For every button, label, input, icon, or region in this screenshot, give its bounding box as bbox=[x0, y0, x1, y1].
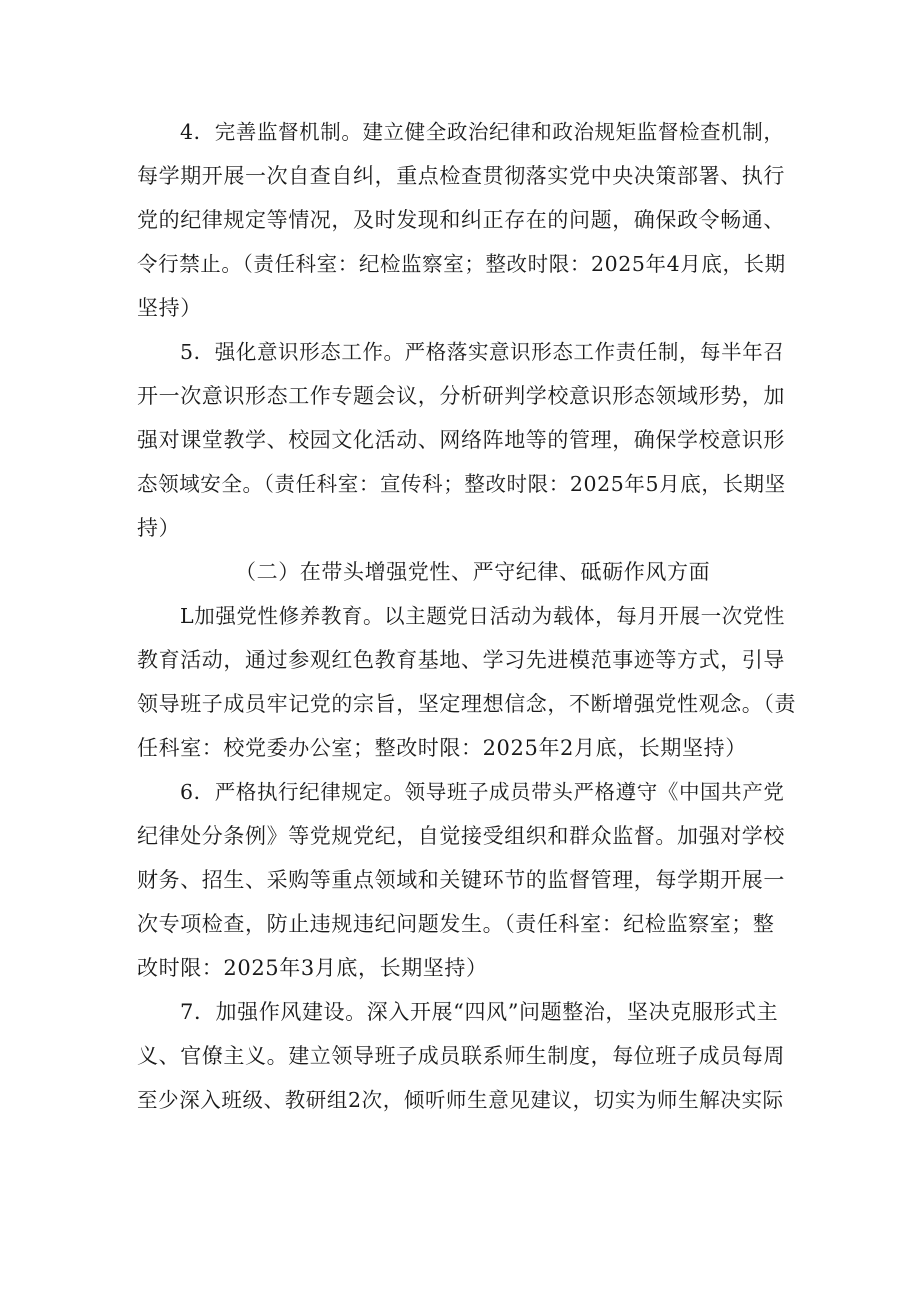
paragraph-line: 义、官僚主义。建立领导班子成员联系师生制度，每位班子成员每周 bbox=[137, 1044, 785, 1068]
paragraph-line: 持） bbox=[137, 516, 181, 540]
paragraph-line: 教育活动，通过参观红色教育基地、学习先进模范事迹等方式，引导 bbox=[137, 648, 785, 672]
paragraph-line: 任科室：校党委办公室；整改时限：2025年2月底，长期坚持） bbox=[137, 736, 747, 760]
paragraph-line: 党的纪律规定等情况，及时发现和纠正存在的问题，确保政令畅通、 bbox=[137, 208, 785, 232]
paragraph-line: 坚持） bbox=[137, 296, 202, 320]
paragraph-line: 改时限：2025年3月底，长期坚持） bbox=[137, 956, 488, 980]
paragraph-line: 次专项检查，防止违规违纪问题发生。（责任科室：纪检监察室；整 bbox=[137, 912, 775, 936]
paragraph-line: 每学期开展一次自查自纠，重点检查贯彻落实党中央决策部署、执行 bbox=[137, 164, 785, 188]
paragraph-line: 6．严格执行纪律规定。领导班子成员带头严格遵守《中国共产党 bbox=[180, 780, 785, 804]
paragraph-line: 财务、招生、采购等重点领域和关键环节的监督管理，每学期开展一 bbox=[137, 868, 785, 892]
paragraph-line: 令行禁止。（责任科室：纪检监察室；整改时限：2025年4月底，长期 bbox=[137, 252, 786, 276]
paragraph-line: L加强党性修养教育。以主题党日活动为载体，每月开展一次党性 bbox=[180, 604, 786, 628]
paragraph-line: 4．完善监督机制。建立健全政治纪律和政治规矩监督检查机制， bbox=[180, 120, 785, 144]
paragraph-line: 7．加强作风建设。深入开展“四风”问题整治，坚决克服形式主 bbox=[180, 1000, 779, 1024]
paragraph-line: 开一次意识形态工作专题会议，分析研判学校意识形态领域形势，加 bbox=[137, 384, 785, 408]
paragraph-line: 至少深入班级、教研组2次，倾听师生意见建议，切实为师生解决实际 bbox=[137, 1088, 784, 1112]
paragraph-line: 5．强化意识形态工作。严格落实意识形态工作责任制，每半年召 bbox=[180, 340, 785, 364]
section-heading: （二）在带头增强党性、严守纪律、砥砺作风方面 bbox=[235, 560, 711, 584]
paragraph-line: 强对课堂教学、校园文化活动、网络阵地等的管理，确保学校意识形 bbox=[137, 428, 785, 452]
paragraph-line: 领导班子成员牢记党的宗旨，坚定理想信念，不断增强党性观念。（责 bbox=[137, 692, 797, 716]
paragraph-line: 态领域安全。（责任科室：宣传科；整改时限：2025年5月底，长期坚 bbox=[137, 472, 786, 496]
paragraph-line: 纪律处分条例》等党规党纪，自觉接受组织和群众监督。加强对学校 bbox=[137, 824, 785, 848]
